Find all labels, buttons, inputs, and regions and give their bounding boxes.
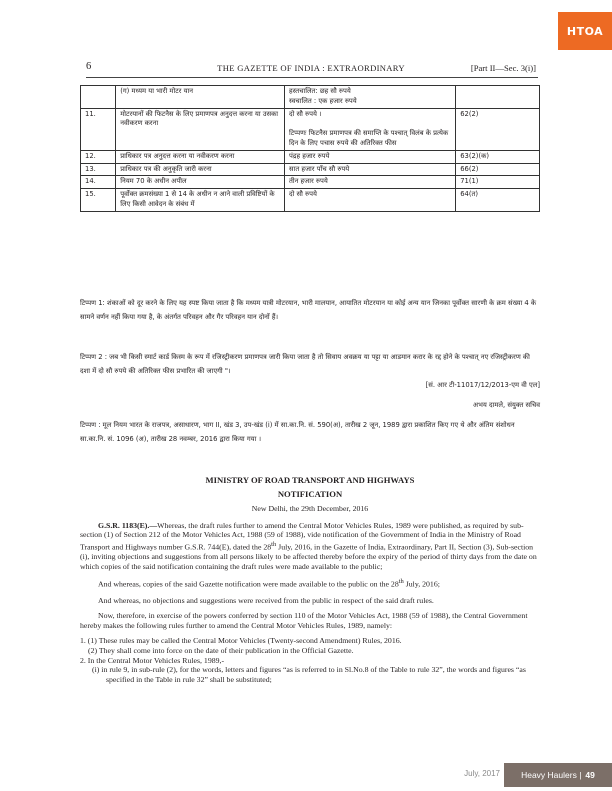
- para-1-text-b: July, 2016, in the Gazette of India, Extraordinary, Part II, Section (3), Sub-section (i), inviting objections and suggestions from all persons likely to be affected thereby before the expiry of the period of thirty days from the date on which copies of the said notification containing the draft rules were made available to the public;: [80, 542, 537, 571]
- fee-table-row: [81, 108, 540, 150]
- fee-cell: दो सौ रुपये । टिप्पणः फिटनैस प्रमाणपत्र की समाप्ति के पश्चात् विलंब के प्रत्येक दिन के लिए पचास रुपये की अतिरिक्त फीस: [284, 108, 455, 150]
- page-number: 6: [86, 61, 92, 72]
- item-1-2: (2) They shall come into force on the date of their publication in the Official Gazette.: [88, 645, 354, 655]
- fee-cell: पंद्रह हजार रुपये: [284, 150, 455, 163]
- description-cell: प्राधिकार पत्र की अनुकृति जारी करना: [116, 163, 285, 176]
- fee-cell: हस्तचालित: छह सौ रुपये स्वचालित : एक हजार रुपये: [284, 86, 455, 109]
- para-1: [80, 521, 540, 572]
- description-cell: नियम 70 के अधीन अपील: [116, 176, 285, 189]
- item-1-1: 1. (1) These rules may be called the Central Motor Vehicles (Twenty-second Amendment) Rules, 2016.: [80, 636, 402, 646]
- fee-table-row: [81, 150, 540, 163]
- ministry-heading: MINISTRY OF ROAD TRANSPORT AND HIGHWAYS: [205, 475, 415, 485]
- fee-table: [80, 85, 540, 212]
- magazine-footer: [0, 759, 612, 791]
- gazette-title: THE GAZETTE OF INDIA : EXTRAORDINARY: [217, 63, 405, 73]
- fee-table-row: [81, 86, 540, 109]
- file-number: [सं. आर टी-11017/12/2013-एम वी एल]: [425, 381, 540, 389]
- serial-cell: [81, 86, 116, 109]
- english-notification: [80, 476, 540, 684]
- gsr-label: G.S.R. 1183(E).—: [98, 520, 158, 530]
- htoa-badge: HTOA: [558, 12, 612, 50]
- footer-bar: [504, 763, 612, 787]
- fee-table-row: [81, 163, 540, 176]
- serial-cell: 13.: [81, 163, 116, 176]
- note-2: [80, 350, 540, 446]
- section-cell: 64(त): [456, 189, 540, 212]
- para-2-text-a: And whereas, copies of the said Gazette notification were made available to the public on the 28: [98, 579, 399, 589]
- para-1-sup: th: [271, 540, 277, 548]
- magazine-page-number: 49: [585, 770, 595, 780]
- item-2: 2. In the Central Motor Vehicles Rules, 1989,-: [80, 655, 225, 665]
- note-3: टिप्पण : मूल नियम भारत के राजपत्र, असाधारण, भाग II, खंड 3, उप-खंड (i) में सा.का.नि. सं. 590(अ), तारीख 2 जून, 1989 द्वारा प्रकाशित किए गए थे और अंतिम संशोधन सा.का.नि. सं. 1096 (अ), तारीख 28 नवम्बर, 2016 द्वारा किया गया ।: [80, 421, 515, 443]
- signatory: अभय दामले, संयुक्त सचिव: [472, 401, 540, 409]
- description-cell: (ग) मध्यम या भारी मोटर यान: [116, 86, 285, 109]
- section-cell: 63(2)(क): [456, 150, 540, 163]
- para-2-text-b: July, 2016;: [403, 579, 440, 589]
- para-1-text-a: Whereas, the draft rules further to amend the Central Motor Vehicles Rules, 1989 were published, as required by sub-section (1) of Section 212 of the Motor Vehicles Act, 1988 (59 of 1988), vide notification of the Government of India in the Ministry of Road Transport and Highways number G.S.R. 744(E), dated the 28: [80, 520, 524, 552]
- description-cell: मोटरयानों की फिटनैस के लिए प्रमाणपत्र अनुदत्त करना या उसका नवीकरण करना: [116, 108, 285, 150]
- fee-table-row: [81, 189, 540, 212]
- para-3: And whereas, no objections and suggestions were received from the public in respect of the said draft rules.: [98, 595, 434, 605]
- dateline: New Delhi, the 29th December, 2016: [251, 504, 369, 514]
- serial-cell: 14.: [81, 176, 116, 189]
- magazine-name: Heavy Haulers |: [521, 770, 582, 780]
- part-section: [Part II—Sec. 3(i)]: [470, 63, 536, 73]
- section-cell: 66(2): [456, 163, 540, 176]
- description-cell: पूर्वोक्त क्रमसंख्या 1 से 14 के अधीन न आने वाली प्रविष्टियों के लिए किसी आवेदन के संबंध में: [116, 189, 285, 212]
- fee-table-row: [81, 176, 540, 189]
- serial-cell: 11.: [81, 108, 116, 150]
- item-2-i: (i) in rule 9, in sub-rule (2), for the words, letters and figures “as is referred to in Sl.No.8 of the Table to rule 32”, the words and figures “as specified in the Table in rule 32” shall be substituted;: [92, 665, 526, 684]
- fee-cell: तीन हजार रुपये: [284, 176, 455, 189]
- issue-date: July, 2017: [464, 769, 500, 778]
- para-2-sup: th: [398, 578, 404, 586]
- description-cell: प्राधिकार पत्र अनुदत्त करना या नवीकरण करना: [116, 150, 285, 163]
- header-rule: [86, 77, 538, 78]
- fee-cell: सात हजार पाँच सौ रुपये: [284, 163, 455, 176]
- section-cell: [456, 86, 540, 109]
- gazette-header: [86, 61, 536, 77]
- section-cell: 71(1): [456, 176, 540, 189]
- notification-heading: NOTIFICATION: [277, 488, 343, 499]
- para-2: [80, 577, 540, 589]
- note-1: टिप्पण 1: शंकाओं को दूर करने के लिए यह स्पष्ट किया जाता है कि मध्यम यात्री मोटरयान, भारी मालयान, आयातित मोटरयान या कोई अन्य यान जिनका पूर्वोक्त सारणी के क्रम संख्या 4 के सामने वर्णन नहीं किया गया है, के अंतर्गत परिवहन और गैर परिवहन यान दोनों हैं।: [80, 299, 537, 321]
- fee-cell: दो सौ रुपये: [284, 189, 455, 212]
- para-4: Now, therefore, in exercise of the powers conferred by section 110 of the Motor Vehicles Act, 1988 (59 of 1988), the Central Government hereby makes the following rules further to amend the Central Motor Vehicles Rules, 1989, namely:: [80, 611, 528, 630]
- serial-cell: 12.: [81, 150, 116, 163]
- serial-cell: 15.: [81, 189, 116, 212]
- note-2-text: टिप्पण 2 : जब भी किसी स्मार्ट कार्ड किस्म के रूप में रजिस्ट्रीकरण प्रमाणपत्र जारी किया जाता है तो सिवाय अवक्रय या पट्टा या आडमान करार के रद्द होने के पश्चात् नए रजिस्ट्रीकरण की दशा में दो सौ रुपये की अतिरिक्त फीस प्रभारित की जाएगी "।: [80, 353, 530, 375]
- section-cell: 62(2): [456, 108, 540, 150]
